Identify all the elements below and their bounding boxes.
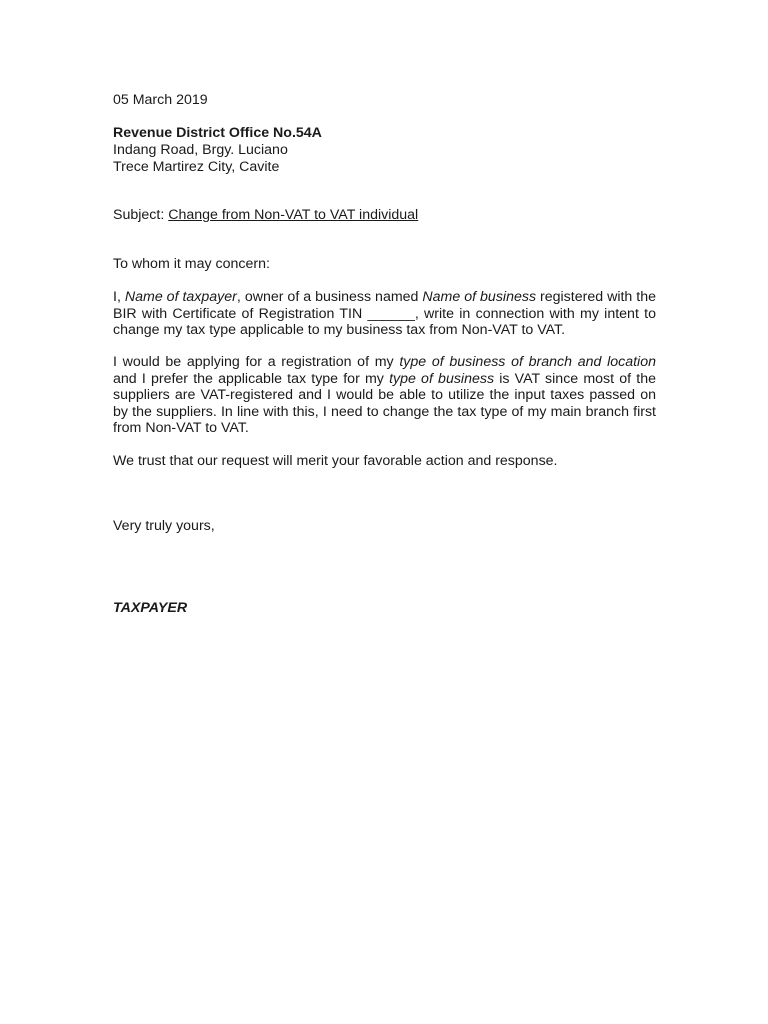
subject-label: Subject: [113, 207, 169, 223]
paragraph-text: I would be applying for a registration of my [113, 354, 400, 370]
salutation: To whom it may concern: [113, 256, 270, 272]
paragraph-text: , owner of a business named [236, 289, 423, 305]
subject-line [113, 207, 418, 223]
address-line-2: Trece Martirez City, Cavite [113, 159, 280, 175]
paragraph-text: I, [113, 289, 125, 305]
paragraph-text: is VAT since most of the suppliers are VAT-registered and I would be able to utilize the input taxes passed on by the suppliers. In line with this, I need to change the tax type of my main branch first from Non-VAT to VAT. [113, 370, 656, 436]
paragraph-text: registered with the BIR with Certificate of Registration TIN ______, write in connection with my intent to change my tax type applicable to my business tax from Non-VAT to VAT. [113, 289, 657, 338]
body-paragraph-2 [113, 354, 656, 437]
taxpayer-name-placeholder: Name of taxpayer [124, 289, 237, 305]
business-name-placeholder: Name of business [422, 289, 537, 305]
signature-name: TAXPAYER [113, 600, 188, 616]
recipient-address [113, 125, 322, 176]
business-type-placeholder: type of business [389, 370, 495, 387]
address-line-1: Indang Road, Brgy. Luciano [113, 142, 288, 158]
body-paragraph-1 [113, 289, 656, 339]
paragraph-text: and I prefer the applicable tax type for my [113, 370, 390, 387]
recipient-office: Revenue District Office No.54A [113, 125, 322, 141]
body-paragraph-3: We trust that our request will merit your favorable action and response. [113, 453, 558, 469]
subject-text: Change from Non-VAT to VAT individual [168, 207, 419, 223]
complimentary-close: Very truly yours, [113, 518, 215, 534]
letter-date: 05 March 2019 [113, 92, 208, 108]
branch-location-placeholder: type of business of branch and location [399, 354, 656, 370]
